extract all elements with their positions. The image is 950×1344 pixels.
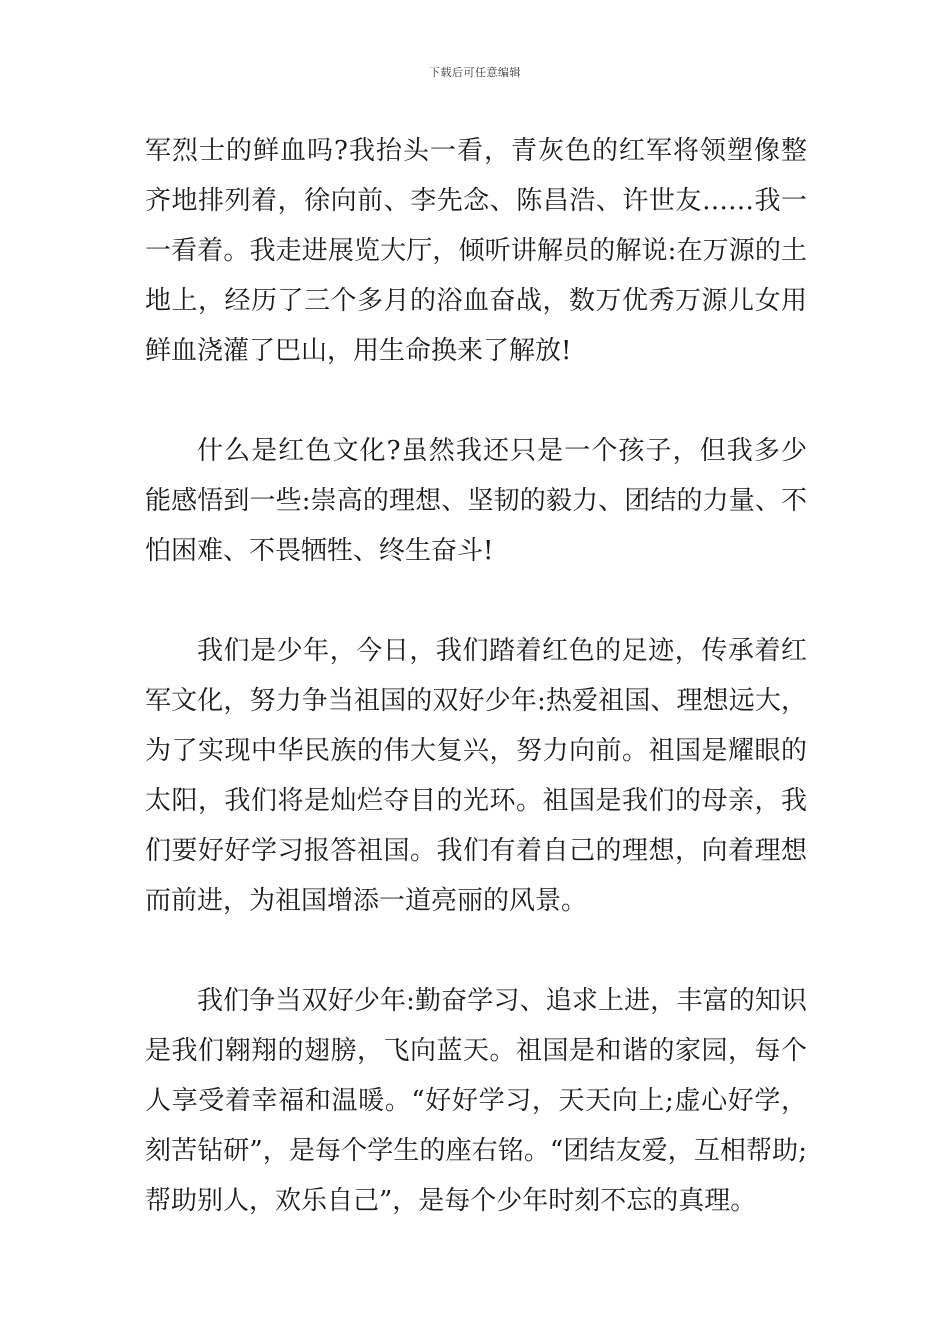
paragraph-double-good: 我们争当双好少年:勤奋学习、追求上进，丰富的知识是我们翱翔的翅膀，飞向蓝天。祖国是和谐的家园，每个人享受着幸福和温暖。“好好学习，天天向上;虚心好学，刻苦钻研”，是每个学生的座右铭。“团结友爱，互相帮助;帮助别人，欢乐自己”，是每个少年时刻不忘的真理。 bbox=[145, 986, 807, 1216]
paragraph-continuation: 军烈士的鲜血吗?我抬头一看，青灰色的红军将领塑像整齐地排列着，徐向前、李先念、陈昌浩、许世友……我一一看着。我走进展览大厅，倾听讲解员的解说:在万源的土地上，经历了三个多月的浴血奋战，数万优秀万源儿女用鲜血浇灌了巴山，用生命换来了解放! bbox=[145, 136, 807, 366]
paragraph-youth: 我们是少年，今日，我们踏着红色的足迹，传承着红军文化，努力争当祖国的双好少年:热爱祖国、理想远大，为了实现中华民族的伟大复兴，努力向前。祖国是耀眼的太阳，我们将是灿烂夺目的光环。祖国是我们的母亲，我们要好好学习报答祖国。我们有着自己的理想，向着理想而前进，为祖国增添一道亮丽的风景。 bbox=[145, 636, 807, 916]
page-header: 下载后可任意编辑 bbox=[429, 66, 521, 79]
paragraph-red-culture: 什么是红色文化?虽然我还只是一个孩子，但我多少能感悟到一些:崇高的理想、坚韧的毅力、团结的力量、不怕困难、不畏牺牲、终生奋斗! bbox=[145, 436, 807, 566]
document-body bbox=[145, 126, 807, 1226]
